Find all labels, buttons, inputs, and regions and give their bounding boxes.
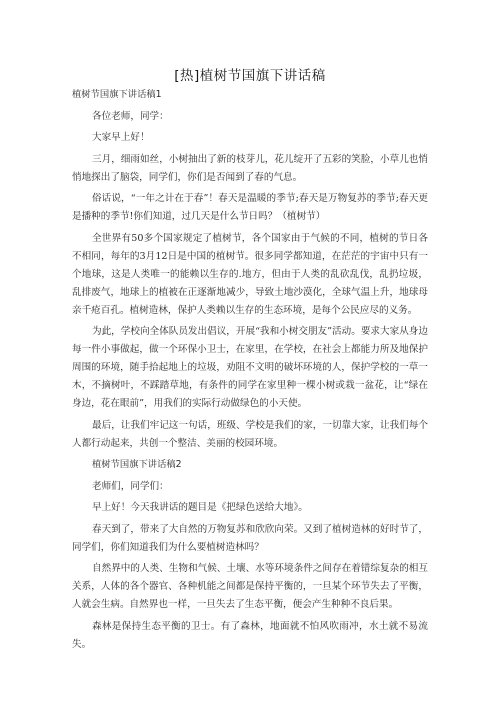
- section-heading: 植树节国旗下讲话稿1: [72, 89, 162, 100]
- paragraph: 俗话说，“一年之计在于春”！春天是温暖的季节;春天是万物复苏的季节;春天更是播种的季节!你们知道，过几天是什么节日吗？（植树节）: [72, 193, 428, 222]
- document-title: [热]植树节国旗下讲话稿: [174, 68, 326, 84]
- paragraph: 最后，让我们牢记这一句话，班级、学校是我们的家，一切靠大家，让我们每个人都行动起来，共创一个整洁、美丽的校园环境。: [72, 419, 428, 449]
- paragraph: 全世界有50多个国家规定了植树节，各个国家由于气候的不同，植树的节日各不相同，每年的3月12日是中国的植树节。很多同学都知道，在茫茫的宇宙中只有一个地球，这是人类唯一的能赖以生存的.地方，但由于人类的乱砍乱伐，乱扔垃圾，乱排废气，地球上的植被在正逐渐地减少，导致土地沙漠化，全球气温上升，地球母亲千疮百孔。植树造林，保护人类赖以生存的生态环境，是每个公民应尽的义务。: [72, 232, 428, 316]
- paragraph: 春天到了，带来了大自然的万物复苏和欣欣向荣。又到了植树造林的好时节了，同学们，你们知道我们为什么要植树造林吗？: [72, 523, 428, 553]
- paragraph: 老师们，同学们：: [92, 480, 169, 492]
- section-heading: 植树节国旗下讲话稿2: [92, 459, 182, 470]
- paragraph: 各位老师，同学：: [92, 110, 169, 122]
- paragraph: 自然界中的人类、生物和气候、土壤、水等环境条件之间存在着错综复杂的相互关系，人体的各个器官、各种机能之间都是保持平衡的，一旦某个环节失去了平衡，人就会生病。自然界也一样，一旦失去了生态平衡，便会产生种种不良后果。: [72, 563, 428, 610]
- document-body: [72, 86, 428, 657]
- paragraph: 森林是保持生态平衡的卫士。有了森林，地面就不怕风吹雨冲，水土就不易流失。: [72, 620, 428, 650]
- paragraph: 早上好！今天我讲话的题目是《把绿色送给大地》。: [92, 502, 308, 513]
- paragraph: 大家早上好！: [92, 132, 150, 143]
- paragraph: 为此，学校向全体队员发出倡议，开展“我和小树交朋友”活动。要求大家从身边每一件小事做起，做一个环保小卫士，在家里，在学校，在社会上都能力所及地保护周围的环境，随手拾起地上的垃圾，劝阻不文明的破坏环境的人，保护学校的一草一木，不摘树叶，不踩踏草地，有条件的同学在家里种一棵小树或栽一盆花，让“绿在身边，花在眼前”，用我们的实际行动做绿色的小天使。: [72, 326, 428, 409]
- paragraph: 三月，细雨如丝，小树抽出了新的枝芽儿，花儿绽开了五彩的笑脸，小草儿也悄悄地探出了脑袋，同学们，你们是否闻到了春的气息。: [72, 153, 428, 183]
